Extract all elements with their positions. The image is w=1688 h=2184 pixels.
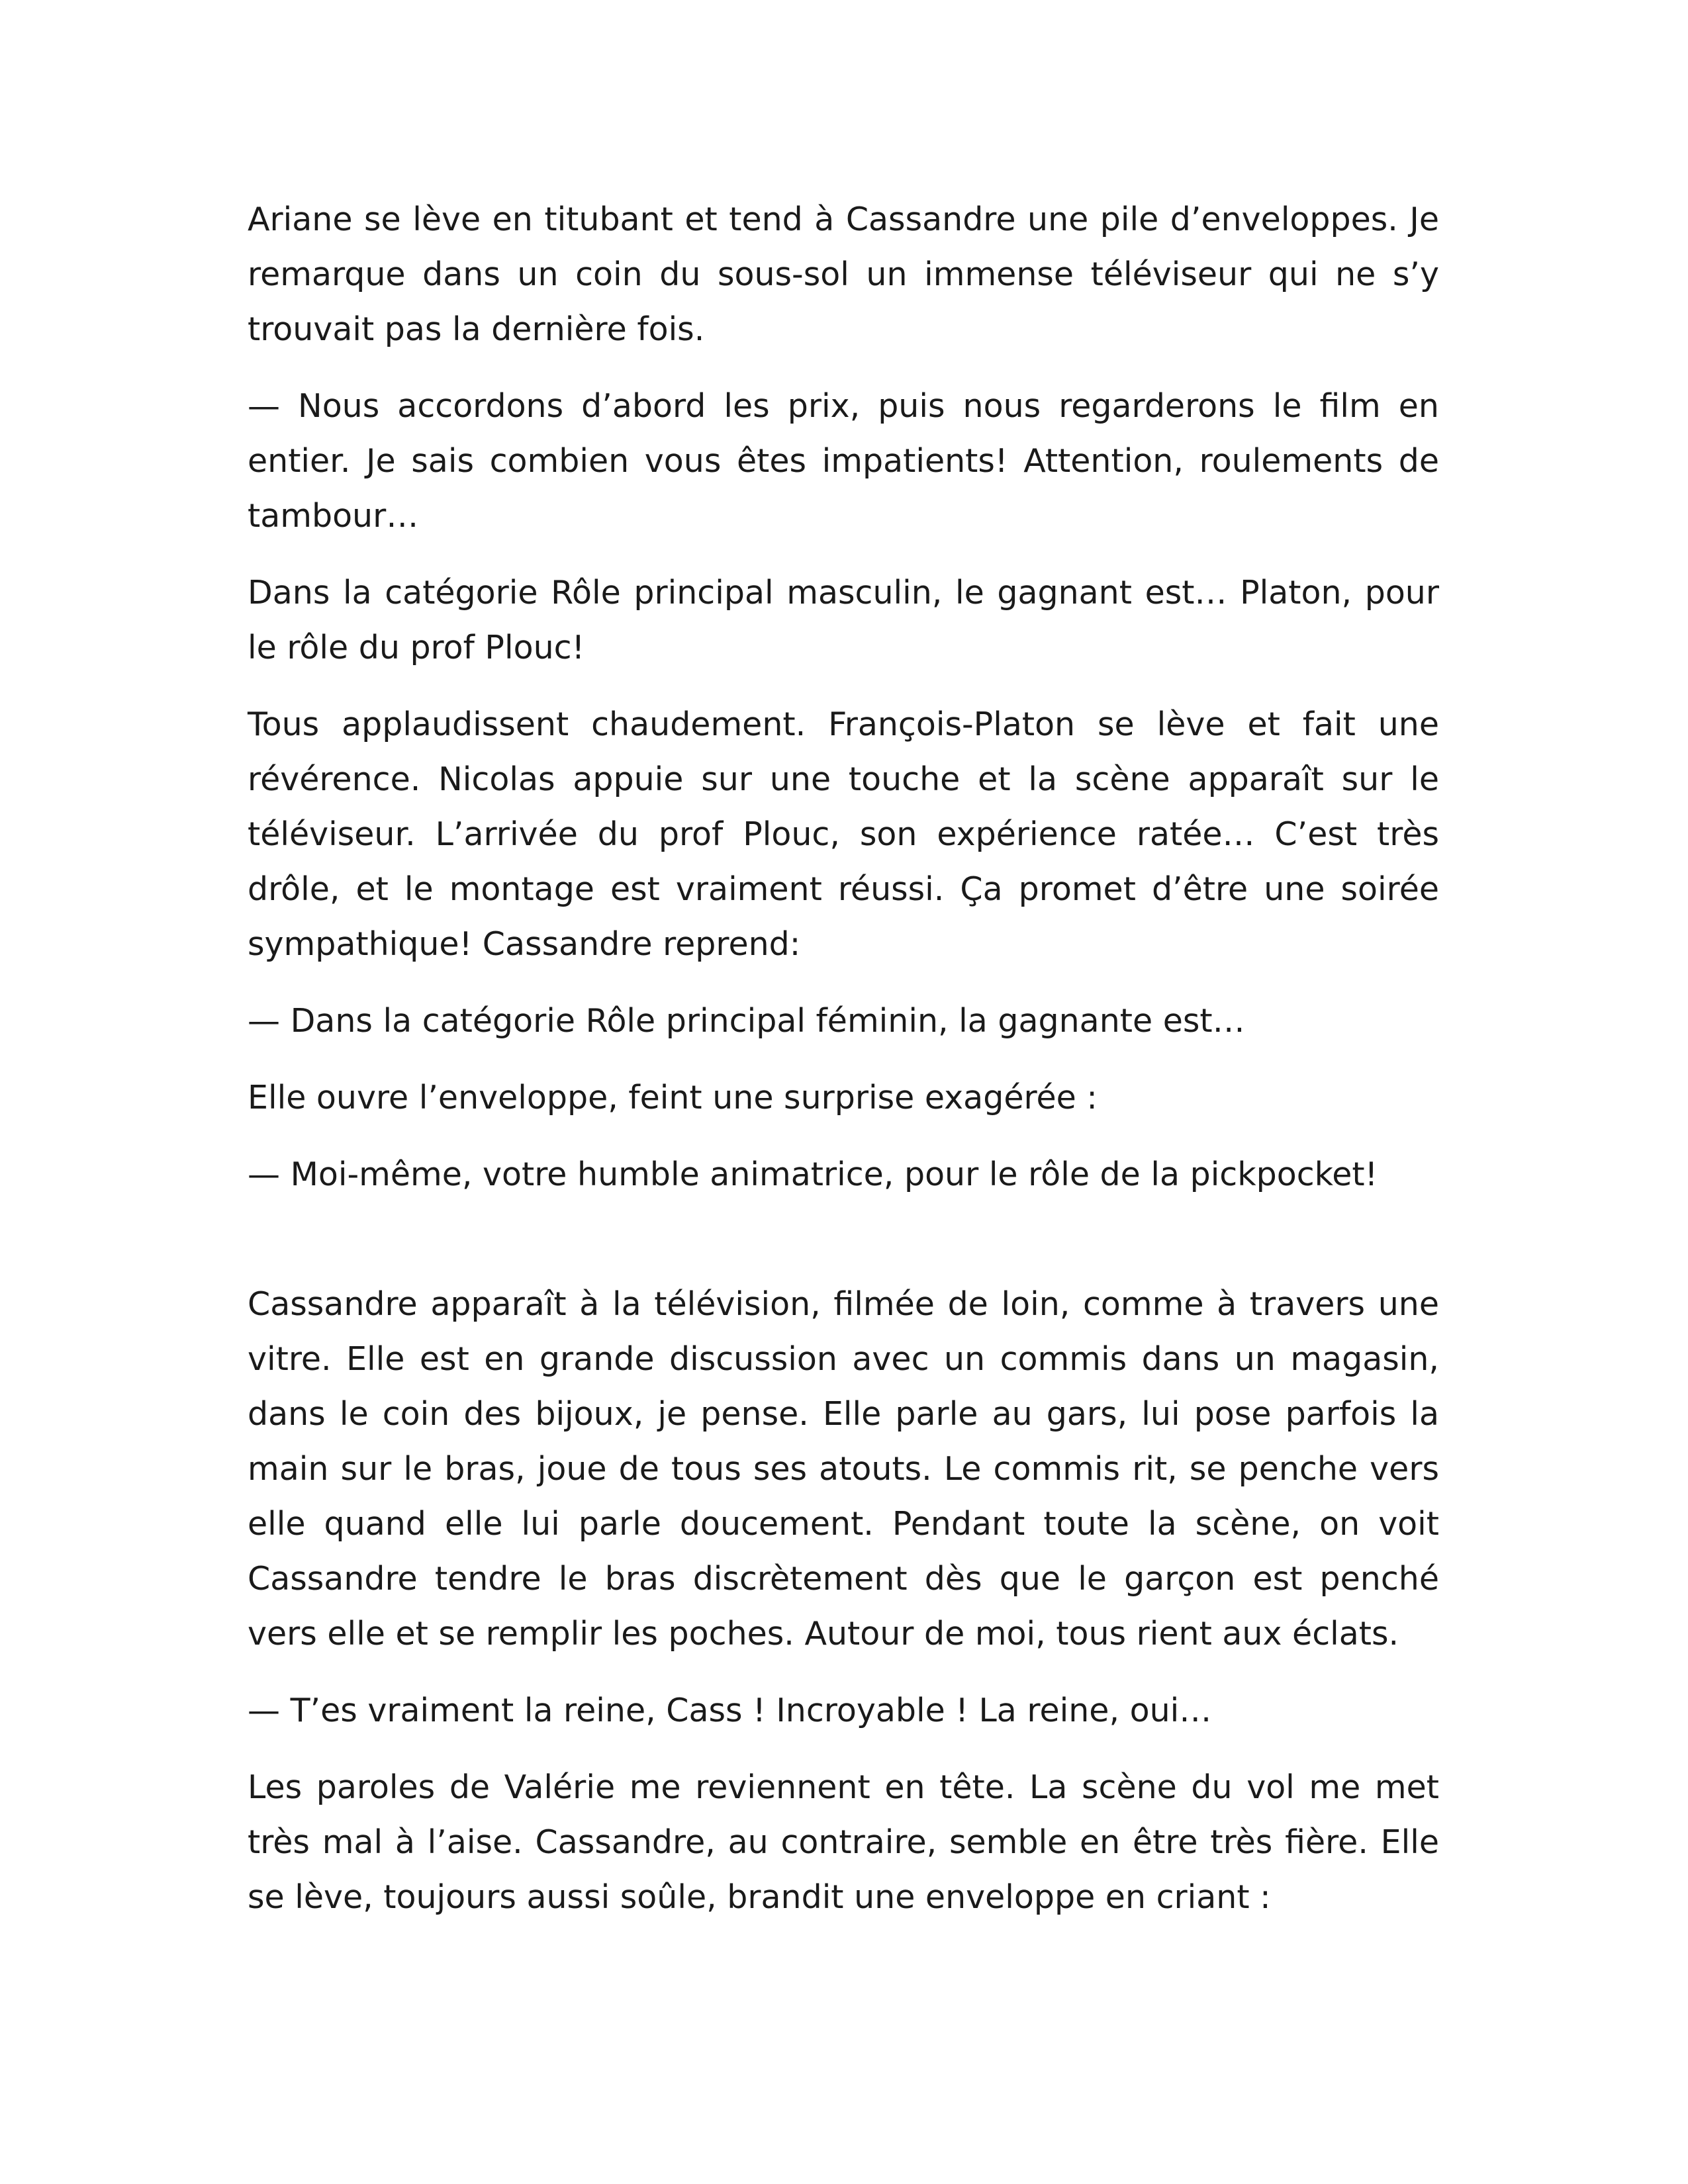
paragraph: Elle ouvre l’enveloppe, feint une surprise exagérée : [248,1079,1098,1116]
paragraph: Dans la catégorie Rôle principal masculin, le gagnant est… Platon, pour le rôle du prof Plouc! [248,574,1439,666]
paragraph: Cassandre apparaît à la télévision, filmée de loin, comme à travers une vitre. Elle est en grande discussion avec un commis dans un magasin, dans le coin des bijoux, je pense. Elle parle au gars, lui pose parfois la main sur le bras, joue de tous ses atouts. Le commis rit, se penche vers elle quand elle lui parle doucement. Pendant toute la scène, on voit Cassandre tendre le bras discrètement dès que le garçon est penché vers elle et se remplir les poches. Autour de moi, tous rient aux éclats. [248,1285,1439,1653]
document-page [248,192,1439,1946]
paragraph: Tous applaudissent chaudement. François-Platon se lève et fait une révérence. Nicolas appuie sur une touche et la scène apparaît sur le téléviseur. L’arrivée du prof Plouc, son expérience ratée… C’est très drôle, et le montage est vraiment réussi. Ça promet d’être une soirée sympathique! Cassandre reprend: [248,705,1439,963]
paragraph: Ariane se lève en titubant et tend à Cassandre une pile d’enveloppes. Je remarque dans un coin du sous-sol un immense téléviseur qui ne s’y trouvait pas la dernière fois. [248,201,1439,348]
dialogue-paragraph: — Dans la catégorie Rôle principal féminin, la gagnante est… [248,1002,1245,1040]
dialogue-paragraph: — Nous accordons d’abord les prix, puis nous regarderons le film en entier. Je sais combien vous êtes impatients! Attention, roulements de tambour… [248,387,1439,535]
paragraph: Les paroles de Valérie me reviennent en tête. La scène du vol me met très mal à l’aise. Cassandre, au contraire, semble en être très fière. Elle se lève, toujours aussi soûle, brandit une enveloppe en criant : [248,1768,1439,1916]
dialogue-paragraph: — Moi-même, votre humble animatrice, pour le rôle de la pickpocket! [248,1156,1378,1193]
dialogue-paragraph: — T’es vraiment la reine, Cass ! Incroyable ! La reine, oui… [248,1692,1212,1729]
